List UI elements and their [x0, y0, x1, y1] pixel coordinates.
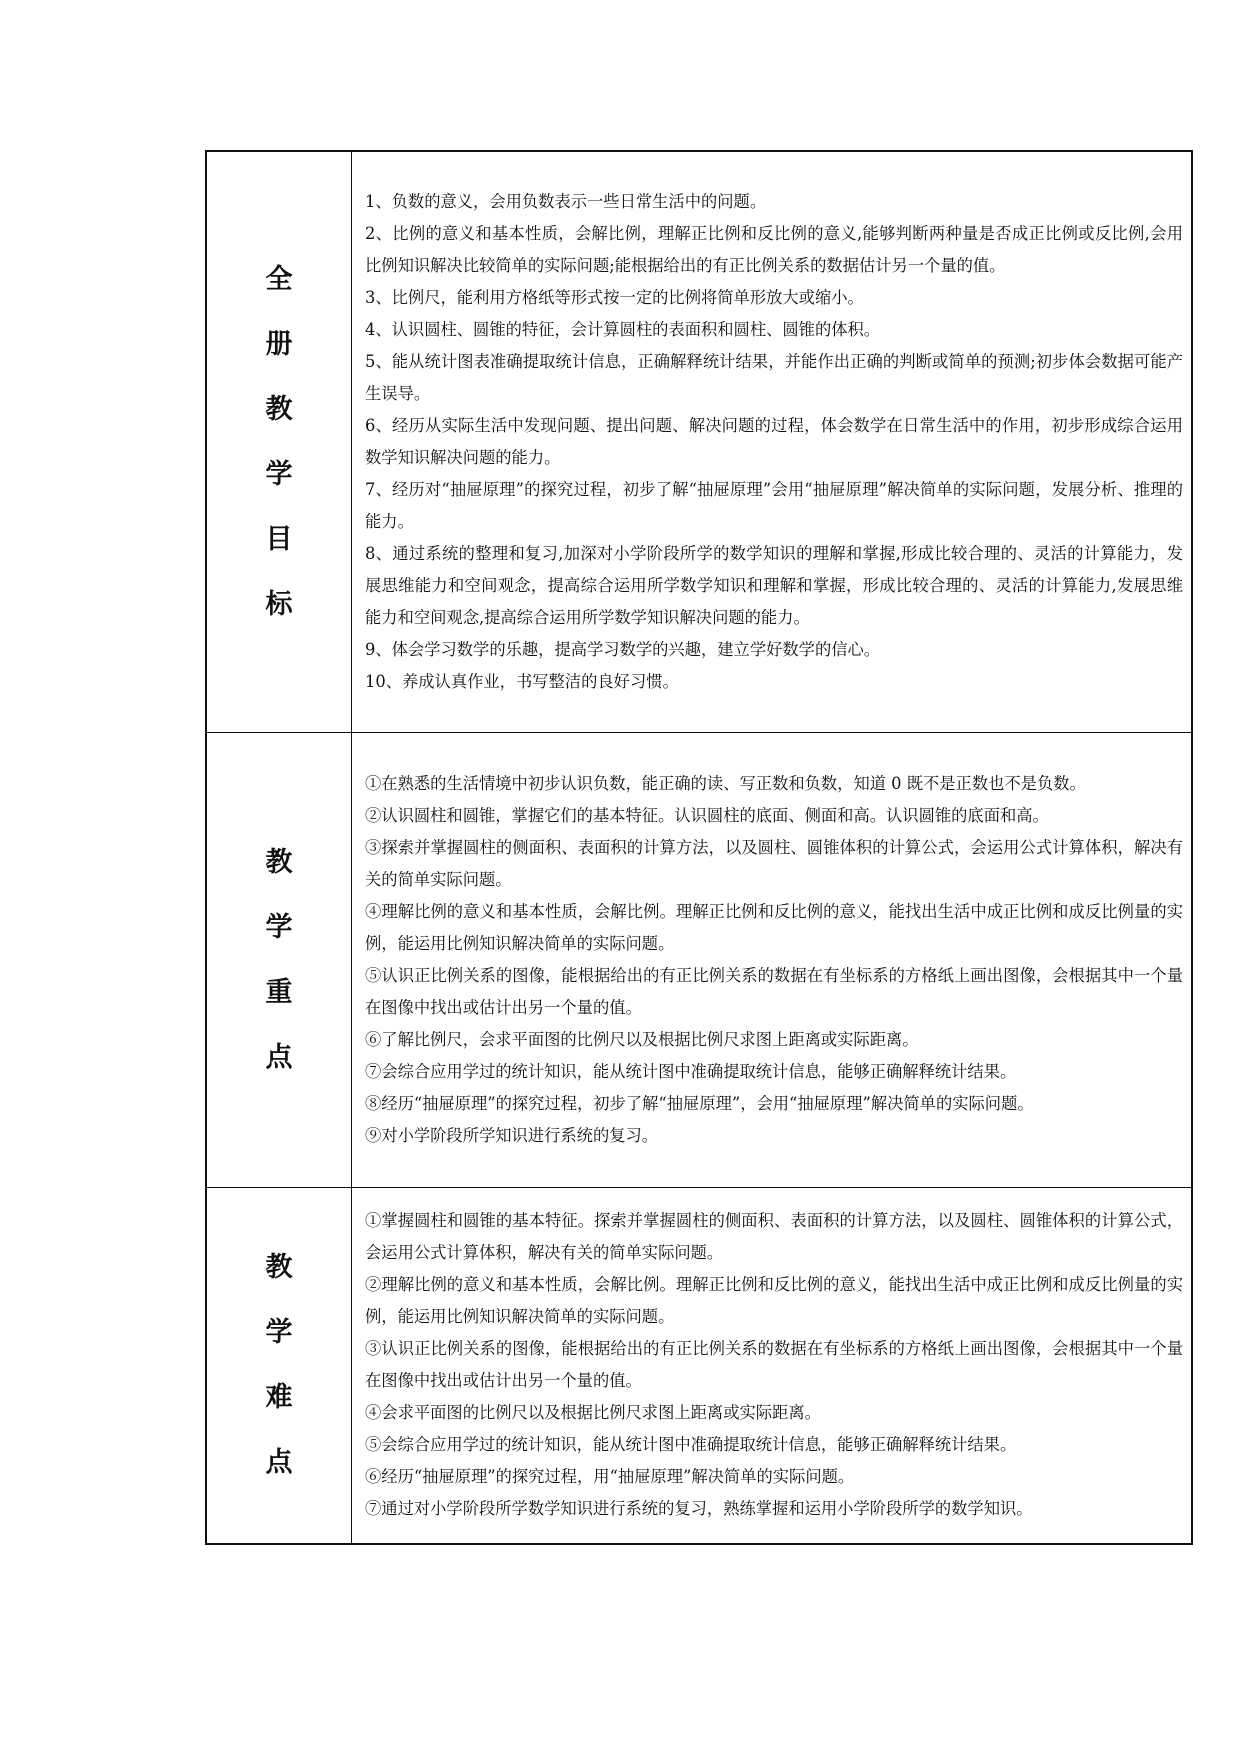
label-char: 学: [265, 458, 293, 490]
section-row-key-points: [206, 732, 1192, 1187]
label-char: 教: [265, 393, 293, 425]
section-label-difficulties: [265, 1252, 293, 1479]
list-item: 4、认识圆柱、圆锥的特征，会计算圆柱的表面积和圆柱、圆锥的体积。: [365, 319, 881, 339]
label-char: 册: [265, 328, 293, 360]
list-item: ⑦会综合应用学过的统计知识，能从统计图中准确提取统计信息，能够正确解释统计结果。: [365, 1061, 1017, 1081]
label-char: 点: [265, 1447, 293, 1479]
label-char: 全: [265, 263, 293, 295]
list-item: ⑥了解比例尺，会求平面图的比例尺以及根据比例尺求图上距离或实际距离。: [365, 1029, 919, 1049]
label-char: 目: [265, 523, 293, 555]
list-item: ④会求平面图的比例尺以及根据比例尺求图上距离或实际距离。: [365, 1403, 821, 1423]
list-item: 10、养成认真作业，书写整洁的良好习惯。: [365, 671, 679, 691]
difficulties-list: [365, 1205, 1183, 1525]
label-char: 学: [265, 911, 293, 943]
list-item: 1、负数的意义，会用负数表示一些日常生活中的问题。: [365, 191, 767, 211]
section-content-cell: [352, 732, 1193, 1187]
label-char: 学: [265, 1317, 293, 1349]
section-label-key-points: [265, 846, 293, 1073]
teaching-plan-table: [205, 150, 1193, 1545]
list-item: ①掌握圆柱和圆锥的基本特征。探索并掌握圆柱的侧面积、表面积的计算方法，以及圆柱、圆锥体积的计算公式，会运用公式计算体积，解决有关的简单实际问题。: [365, 1211, 1183, 1263]
label-char: 难: [265, 1382, 293, 1414]
section-content-cell: [352, 151, 1193, 732]
list-item: 3、比例尺，能利用方格纸等形式按一定的比例将简单形放大或缩小。: [365, 287, 864, 307]
list-item: ②理解比例的意义和基本性质，会解比例。理解正比例和反比例的意义，能找出生活中成正比例和成反比例量的实例，能运用比例知识解决简单的实际问题。: [365, 1275, 1183, 1327]
list-item: ③认识正比例关系的图像，能根据给出的有正比例关系的数据在有坐标系的方格纸上画出图像，会根据其中一个量在图像中找出或估计出另一个量的值。: [365, 1339, 1183, 1391]
section-row-difficulties: [206, 1187, 1192, 1544]
list-item: ②认识圆柱和圆锥，掌握它们的基本特征。认识圆柱的底面、侧面和高。认识圆锥的底面和高。: [365, 805, 1049, 825]
list-item: ①在熟悉的生活情境中初步认识负数，能正确的读、写正数和负数，知道 0 既不是正数也不是负数。: [365, 773, 1086, 793]
list-item: 5、能从统计图表准确提取统计信息，正确解释统计结果，并能作出正确的判断或简单的预测;初步体会数据可能产生误导。: [365, 351, 1183, 403]
label-char: 教: [265, 1252, 293, 1284]
section-content-cell: [352, 1187, 1193, 1544]
goals-list: [365, 186, 1183, 698]
list-item: ⑧经历“抽屉原理”的探究过程，初步了解“抽屉原理”，会用“抽屉原理”解决简单的实际问题。: [365, 1093, 1034, 1113]
section-label-cell: [206, 151, 352, 732]
section-label-cell: [206, 732, 352, 1187]
list-item: ⑥经历“抽屉原理”的探究过程，用“抽屉原理”解决简单的实际问题。: [365, 1467, 855, 1487]
list-item: 8、通过系统的整理和复习,加深对小学阶段所学的数学知识的理解和掌握,形成比较合理的、灵活的计算能力，发展思维能力和空间观念，提高综合运用所学数学知识和理解和掌握，形成比较合理的、灵活的计算能力,发展思维能力和空间观念,提高综合运用所学数学知识解决问题的能力。: [365, 543, 1183, 627]
key-points-list: [365, 768, 1183, 1152]
section-label-goals: [265, 263, 293, 620]
list-item: 9、体会学习数学的乐趣，提高学习数学的兴趣，建立学好数学的信心。: [365, 639, 881, 659]
label-char: 重: [265, 976, 293, 1008]
list-item: ③探索并掌握圆柱的侧面积、表面积的计算方法，以及圆柱、圆锥体积的计算公式，会运用公式计算体积，解决有关的简单实际问题。: [365, 837, 1183, 889]
list-item: ⑤认识正比例关系的图像，能根据给出的有正比例关系的数据在有坐标系的方格纸上画出图像，会根据其中一个量在图像中找出或估计出另一个量的值。: [365, 965, 1183, 1017]
section-label-cell: [206, 1187, 352, 1544]
list-item: 2、比例的意义和基本性质，会解比例，理解正比例和反比例的意义,能够判断两种量是否成正比例或反比例,会用比例知识解决比较简单的实际问题;能根据给出的有正比例关系的数据估计另一个量的值。: [365, 223, 1183, 275]
label-char: 教: [265, 846, 293, 878]
list-item: ⑦通过对小学阶段所学数学知识进行系统的复习，熟练掌握和运用小学阶段所学的数学知识。: [365, 1499, 1033, 1519]
label-char: 点: [265, 1041, 293, 1073]
label-char: 标: [265, 588, 293, 620]
list-item: ⑤会综合应用学过的统计知识，能从统计图中准确提取统计信息，能够正确解释统计结果。: [365, 1435, 1017, 1455]
section-row-goals: [206, 151, 1192, 732]
list-item: ⑨对小学阶段所学知识进行系统的复习。: [365, 1125, 659, 1145]
list-item: 6、经历从实际生活中发现问题、提出问题、解决问题的过程，体会数学在日常生活中的作用，初步形成综合运用数学知识解决问题的能力。: [365, 415, 1183, 467]
list-item: 7、经历对“抽屉原理”的探究过程，初步了解“抽屉原理”会用“抽屉原理”解决简单的实际问题，发展分析、推理的能力。: [365, 479, 1183, 531]
list-item: ④理解比例的意义和基本性质，会解比例。理解正比例和反比例的意义，能找出生活中成正比例和成反比例量的实例，能运用比例知识解决简单的实际问题。: [365, 901, 1183, 953]
